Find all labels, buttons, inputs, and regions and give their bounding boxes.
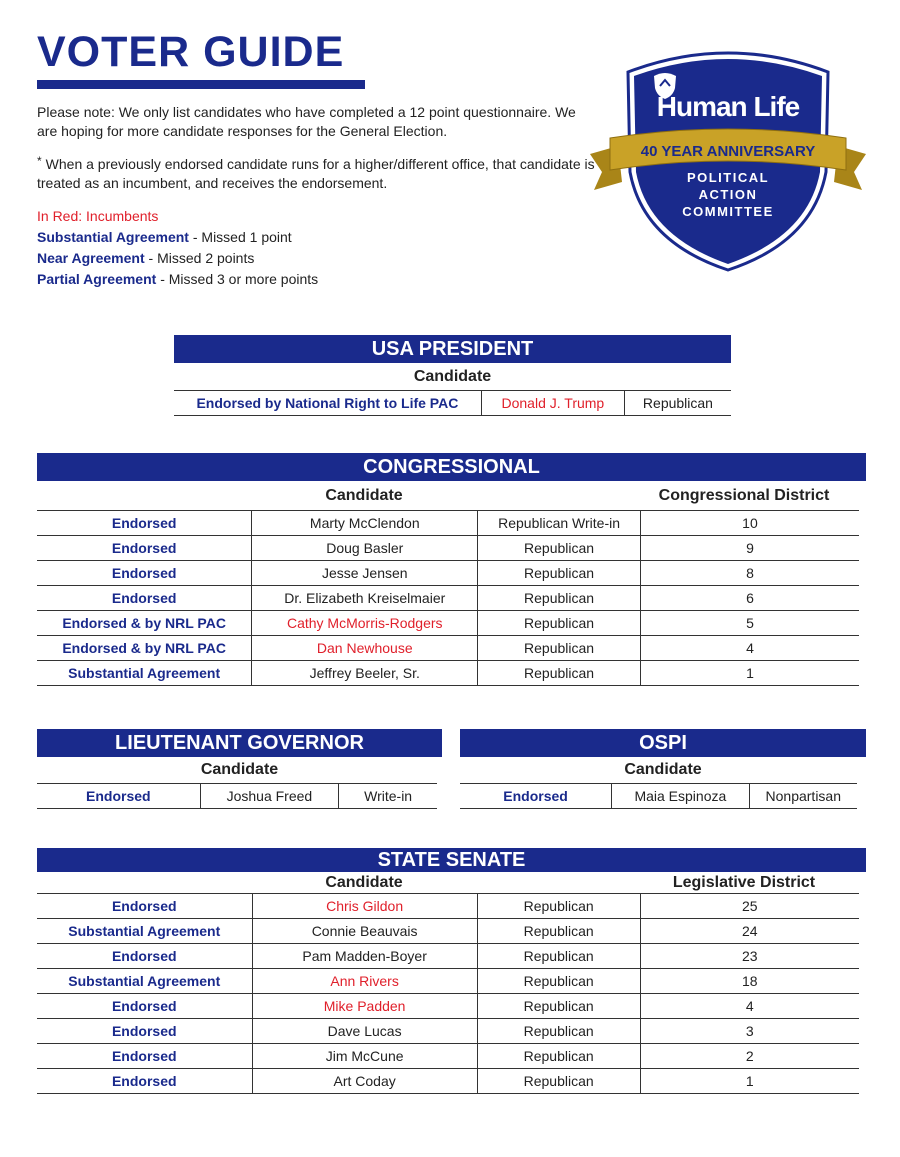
table-row: [37, 511, 859, 536]
district-cell: 5: [640, 611, 859, 636]
candidate-cell: Marty McClendon: [252, 511, 478, 536]
district-cell: 18: [640, 969, 859, 994]
president-candidate-head: Candidate: [413, 368, 492, 385]
legend-desc: - Missed 1 point: [188, 229, 292, 245]
party-cell: Republican: [478, 636, 641, 661]
incumbent-note: [37, 152, 597, 193]
status-cell: Endorsed: [37, 1069, 252, 1094]
district-cell: 6: [640, 586, 859, 611]
party-cell: Write-in: [339, 784, 437, 809]
table-row: [37, 536, 859, 561]
candidate-cell: Donald J. Trump: [481, 391, 624, 416]
legend-term: Partial Agreement: [37, 271, 157, 287]
legend-item: [37, 269, 318, 290]
state-senate-header: STATE SENATE: [37, 848, 866, 872]
status-cell: Endorsed: [37, 1019, 252, 1044]
candidate-cell: Chris Gildon: [252, 894, 477, 919]
table-row: [37, 586, 859, 611]
lt-governor-candidate-head: Candidate: [200, 761, 279, 778]
status-cell: Endorsed & by NRL PAC: [37, 611, 252, 636]
logo-line3: COMMITTEE: [682, 204, 774, 219]
legend-desc: - Missed 3 or more points: [156, 271, 319, 287]
table-row: [37, 661, 859, 686]
status-cell: Endorsed: [37, 944, 252, 969]
party-cell: Republican: [478, 561, 641, 586]
status-cell: Substantial Agreement: [37, 661, 252, 686]
legend-item: [37, 227, 318, 248]
status-cell: Endorsed: [37, 536, 252, 561]
district-cell: 4: [640, 994, 859, 1019]
table-row: [37, 894, 859, 919]
lt-governor-header: LIEUTENANT GOVERNOR: [37, 729, 442, 757]
district-cell: 23: [640, 944, 859, 969]
legend-item: [37, 248, 318, 269]
party-cell: Republican: [477, 894, 640, 919]
district-cell: 4: [640, 636, 859, 661]
district-cell: 10: [640, 511, 859, 536]
status-cell: Endorsed: [37, 994, 252, 1019]
candidate-cell: Jim McCune: [252, 1044, 477, 1069]
party-cell: Republican: [478, 586, 641, 611]
state-senate-table: [37, 893, 859, 1094]
district-cell: 8: [640, 561, 859, 586]
logo-name: Human Life: [656, 91, 800, 122]
party-cell: Republican: [477, 944, 640, 969]
candidate-cell: Joshua Freed: [200, 784, 339, 809]
congressional-header: CONGRESSIONAL: [37, 453, 866, 481]
candidate-cell: Jesse Jensen: [252, 561, 478, 586]
table-row: [37, 636, 859, 661]
candidate-cell: Pam Madden-Boyer: [252, 944, 477, 969]
party-cell: Republican: [477, 994, 640, 1019]
district-cell: 1: [640, 661, 859, 686]
candidate-cell: Doug Basler: [252, 536, 478, 561]
candidate-cell: Art Coday: [252, 1069, 477, 1094]
table-row: [37, 1069, 859, 1094]
district-cell: 9: [640, 536, 859, 561]
candidate-cell: Cathy McMorris-Rodgers: [252, 611, 478, 636]
senate-district-head: Legislative District: [672, 874, 816, 891]
table-row: [37, 994, 859, 1019]
congressional-district-head: Congressional District: [658, 487, 830, 504]
candidate-cell: Jeffrey Beeler, Sr.: [252, 661, 478, 686]
lt-governor-table: [37, 783, 437, 809]
status-cell: Endorsed: [37, 511, 252, 536]
congressional-candidate-head: Candidate: [325, 487, 403, 504]
candidate-cell: Ann Rivers: [252, 969, 477, 994]
table-row: [174, 391, 731, 416]
district-cell: 25: [640, 894, 859, 919]
party-cell: Republican: [477, 1019, 640, 1044]
district-cell: 3: [640, 1019, 859, 1044]
district-cell: 2: [640, 1044, 859, 1069]
party-cell: Republican: [477, 1044, 640, 1069]
ospi-candidate-head: Candidate: [624, 761, 702, 778]
title-underline: [37, 80, 365, 89]
legend-desc: - Missed 2 points: [144, 250, 255, 266]
human-life-pac-logo: [588, 42, 868, 274]
candidate-cell: Connie Beauvais: [252, 919, 477, 944]
party-cell: Republican Write-in: [478, 511, 641, 536]
ospi-table: [460, 783, 857, 809]
party-cell: Republican: [478, 661, 641, 686]
candidate-cell: Mike Padden: [252, 994, 477, 1019]
ospi-header: OSPI: [460, 729, 866, 757]
president-table: [174, 390, 731, 416]
party-cell: Republican: [478, 536, 641, 561]
table-row: [37, 944, 859, 969]
table-row: [37, 561, 859, 586]
table-row: [460, 784, 857, 809]
district-cell: 1: [640, 1069, 859, 1094]
status-cell: Endorsed: [37, 784, 200, 809]
senate-candidate-head: Candidate: [325, 874, 403, 891]
status-cell: Endorsed: [37, 1044, 252, 1069]
status-cell: Endorsed: [37, 894, 252, 919]
party-cell: Republican: [477, 1069, 640, 1094]
president-header: USA PRESIDENT: [174, 335, 731, 363]
party-cell: Republican: [477, 969, 640, 994]
legend-term: Substantial Agreement: [37, 229, 189, 245]
party-cell: Republican: [477, 919, 640, 944]
table-row: [37, 919, 859, 944]
status-cell: Endorsed & by NRL PAC: [37, 636, 252, 661]
asterisk: *: [37, 154, 42, 168]
status-cell: Endorsed: [37, 586, 252, 611]
legend-incumbents: In Red: Incumbents: [37, 208, 159, 224]
status-cell: Endorsed by National Right to Life PAC: [174, 391, 481, 416]
candidate-cell: Dan Newhouse: [252, 636, 478, 661]
candidate-cell: Dr. Elizabeth Kreiselmaier: [252, 586, 478, 611]
congressional-table: [37, 510, 859, 686]
party-cell: Republican: [478, 611, 641, 636]
questionnaire-note: Please note: We only list candidates who have completed a 12 point questionnaire. We are hoping for more candidate responses for the General Election.: [37, 104, 576, 139]
table-row: [37, 611, 859, 636]
logo-line2: ACTION: [698, 187, 758, 202]
incumbent-note-text: When a previously endorsed candidate runs for a higher/different office, that candidate is treated as an incumbent, and receives the endorsement.: [37, 156, 595, 191]
table-row: [37, 784, 437, 809]
ribbon-text: 40 YEAR ANNIVERSARY: [640, 143, 816, 160]
logo-line1: POLITICAL: [686, 170, 770, 185]
status-cell: Endorsed: [37, 561, 252, 586]
status-cell: Endorsed: [460, 784, 612, 809]
party-cell: Republican: [624, 391, 731, 416]
table-row: [37, 969, 859, 994]
legend: [37, 206, 318, 290]
status-cell: Substantial Agreement: [37, 969, 252, 994]
table-row: [37, 1044, 859, 1069]
status-cell: Substantial Agreement: [37, 919, 252, 944]
legend-term: Near Agreement: [37, 250, 145, 266]
table-row: [37, 1019, 859, 1044]
page-title: VOTER GUIDE: [37, 28, 345, 76]
party-cell: Nonpartisan: [749, 784, 857, 809]
candidate-cell: Maia Espinoza: [612, 784, 749, 809]
candidate-cell: Dave Lucas: [252, 1019, 477, 1044]
district-cell: 24: [640, 919, 859, 944]
